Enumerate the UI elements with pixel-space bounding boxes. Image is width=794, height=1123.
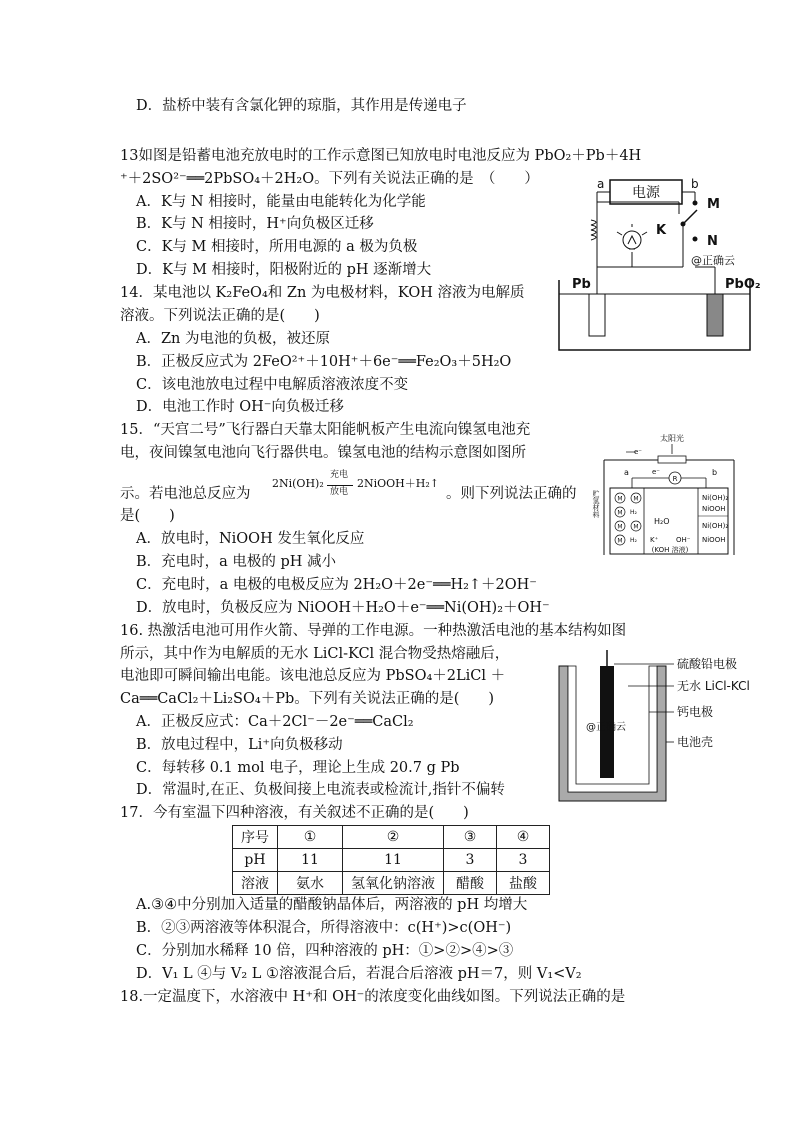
- switch-m-label: M: [707, 197, 720, 212]
- q13-lead-battery-diagram: [555, 172, 770, 352]
- q16-stem-line3: 电池即可瞬间输出电能。该电池总反应为 PbSO₄＋2LiCl ＋: [120, 668, 506, 684]
- q16-watermark: @正确云: [586, 722, 626, 733]
- q15-eq-right: 2NiOOH＋H₂↑: [357, 477, 439, 490]
- svg-text:M: M: [617, 495, 623, 503]
- q14-option-c: C．该电池放电过程中电解质溶液浓度不变: [136, 377, 409, 393]
- q16-stem-line1: 16. 热激活电池可用作火箭、导弹的工作电源。一种热激活电池的基本结构如图: [120, 623, 627, 639]
- q15-option-b: B．充电时，a 电极的 pH 减小: [136, 554, 337, 570]
- table-cell: 氢氧化钠溶液: [343, 872, 444, 895]
- calcium-electrode-label: 钙电极: [677, 705, 714, 719]
- pole-a-label: a: [597, 177, 605, 191]
- electron-label-2: e⁻: [652, 468, 661, 476]
- table-cell: ②: [343, 826, 444, 849]
- svg-text:M: M: [617, 523, 623, 531]
- q13-option-c: C．K与 M 相接时，所用电源的 a 极为负极: [136, 239, 418, 255]
- h2-label-1: H₂: [630, 509, 637, 516]
- svg-text:M: M: [617, 509, 623, 517]
- option-d-prev: D．盐桥中装有含氯化钾的琼脂，其作用是传递电子: [136, 98, 467, 114]
- q14-option-a: A．Zn 为电池的负极，被还原: [136, 331, 330, 347]
- table-row: [233, 826, 550, 849]
- h2-label-2: H₂: [630, 537, 637, 544]
- electrode-b-label: b: [712, 468, 718, 477]
- q17-option-d: D．V₁ L ④与 V₂ L ①溶液混合后，若混合后溶液 pH＝7，则 V₁<V₂: [136, 966, 582, 982]
- q15-option-d: D．放电时，负极反应为 NiOOH＋H₂O＋e⁻══Ni(OH)₂＋OH⁻: [136, 600, 550, 616]
- nioh-label-1: Ni(OH)₂: [702, 494, 729, 502]
- table-cell: 3: [444, 849, 497, 872]
- table-cell: 11: [343, 849, 444, 872]
- q15-nimh-battery-diagram: [594, 430, 744, 560]
- q15-eq-top: 充电: [330, 470, 349, 480]
- storage-material-label: 贮氢材料: [592, 490, 600, 518]
- electron-label-1: e⁻: [634, 448, 643, 456]
- sunlight-label: 太阳光: [660, 434, 684, 443]
- table-cell: 溶液: [233, 872, 278, 895]
- table-cell: pH: [233, 849, 278, 872]
- h2o-label: H₂O: [654, 517, 670, 526]
- q15-stem-line2: 电，夜间镍氢电池向飞行器供电。镍氢电池的结构示意图如图所: [120, 445, 526, 461]
- power-label: 电源: [632, 185, 660, 201]
- q14-stem-line2: 溶液。下列说法正确的是( ): [120, 308, 320, 324]
- resistor-label: R: [672, 475, 678, 483]
- q15-option-a: A．放电时，NiOOH 发生氧化反应: [136, 531, 365, 547]
- electrolyte-label: 无水 LiCl-KCl: [677, 679, 750, 693]
- q15-option-c: C．充电时，a 电极的电极反应为 2H₂O＋2e⁻══H₂↑＋2OH⁻: [136, 577, 537, 593]
- q14-option-b: B．正极反应式为 2FeO²⁺＋10H⁺＋6e⁻══Fe₂O₃＋5H₂O: [136, 354, 512, 370]
- table-row: [233, 849, 550, 872]
- q18-stem: 18.一定温度下，水溶液中 H⁺和 OH⁻的浓度变化曲线如图。下列说法正确的是: [120, 989, 626, 1005]
- table-cell: ④: [497, 826, 550, 849]
- q17-table: [232, 825, 550, 895]
- q15-stem-line3a: 示。若电池总反应为: [120, 486, 251, 502]
- table-cell: 醋酸: [444, 872, 497, 895]
- q17-option-b: B．②③两溶液等体积混合，所得溶液中：c(H⁺)>c(OH⁻): [136, 920, 512, 936]
- table-cell: 3: [497, 849, 550, 872]
- q13-option-d: D．K与 M 相接时，阳极附近的 pH 逐渐增大: [136, 262, 432, 278]
- q13-watermark: @正确云: [691, 254, 735, 267]
- battery-case-label: 电池壳: [677, 735, 714, 749]
- q16-option-d: D．常温时,在正、负极间接上电流表或检流计,指针不偏转: [136, 782, 505, 798]
- q15-stem-line1: 15．“天宫二号”飞行器白天靠太阳能帆板产生电流向镍氢电池充: [120, 422, 531, 438]
- q14-option-d: D．电池工作时 OH⁻向负极迁移: [136, 399, 344, 415]
- q16-stem-line4: Ca══CaCl₂＋Li₂SO₄＋Pb。下列有关说法正确的是( ): [120, 691, 495, 707]
- pole-b-label: b: [691, 177, 699, 191]
- q16-thermal-battery-diagram: [556, 646, 781, 806]
- pb-label: Pb: [572, 277, 591, 292]
- q16-option-b: B．放电过程中，Li⁺向负极移动: [136, 737, 343, 753]
- svg-text:M: M: [617, 537, 623, 545]
- nioh-label-2: Ni(OH)₂: [702, 522, 729, 530]
- q17-stem: 17．今有室温下四种溶液，有关叙述不正确的是( ): [120, 805, 469, 821]
- q17-option-a: A.③④中分别加入适量的醋酸钠晶体后，两溶液的 pH 均增大: [136, 897, 528, 913]
- table-cell: 11: [278, 849, 343, 872]
- q13-stem-line2: ⁺＋2SO²⁻══2PbSO₄＋2H₂O。下列有关说法正确的是 （ ）: [120, 171, 539, 187]
- svg-text:M: M: [633, 523, 639, 531]
- oh-ion-label: OH⁻: [676, 536, 691, 544]
- table-cell: 盐酸: [497, 872, 550, 895]
- lead-sulfate-electrode-label: 硫酸铅电极: [677, 657, 738, 671]
- table-row: [233, 872, 550, 895]
- koh-solution-label: (KOH 溶液): [651, 546, 689, 554]
- electrode-a-label: a: [624, 468, 629, 477]
- k-ion-label: K⁺: [650, 536, 659, 544]
- table-cell: ①: [278, 826, 343, 849]
- switch-k-label: K: [656, 223, 667, 238]
- q13-option-a: A．K与 N 相接时，能量由电能转化为化学能: [136, 194, 426, 210]
- niooh-label-1: NiOOH: [702, 505, 726, 513]
- q15-stem-line3b: 。则下列说法正确的: [446, 486, 577, 502]
- q16-stem-line2: 所示，其中作为电解质的无水 LiCl-KCl 混合物受热熔融后，: [120, 646, 510, 662]
- table-cell: 序号: [233, 826, 278, 849]
- q13-stem-line1: 13如图是铅蓄电池充放电时的工作示意图已知放电时电池反应为 PbO₂＋Pb＋4H: [120, 148, 642, 164]
- q16-option-a: A．正极反应式：Ca＋2Cl⁻－2e⁻══CaCl₂: [136, 714, 414, 730]
- table-cell: 氨水: [278, 872, 343, 895]
- q15-stem-line4: 是( ): [120, 508, 175, 524]
- table-cell: ③: [444, 826, 497, 849]
- svg-text:M: M: [633, 495, 639, 503]
- switch-n-label: N: [707, 234, 718, 249]
- niooh-label-2: NiOOH: [702, 536, 726, 544]
- q15-eq-left: 2Ni(OH)₂: [272, 477, 324, 490]
- q14-stem-line1: 14．某电池以 K₂FeO₄和 Zn 为电极材料，KOH 溶液为电解质: [120, 285, 525, 301]
- q15-eq-bottom: 放电: [330, 487, 349, 497]
- q16-option-c: C．每转移 0.1 mol 电子，理论上生成 20.7 g Pb: [136, 760, 460, 776]
- q13-option-b: B．K与 N 相接时，H⁺向负极区迁移: [136, 216, 374, 232]
- q17-option-c: C．分别加水稀释 10 倍，四种溶液的 pH：①>②>④>③: [136, 943, 514, 959]
- pbo2-label: PbO₂: [725, 277, 761, 292]
